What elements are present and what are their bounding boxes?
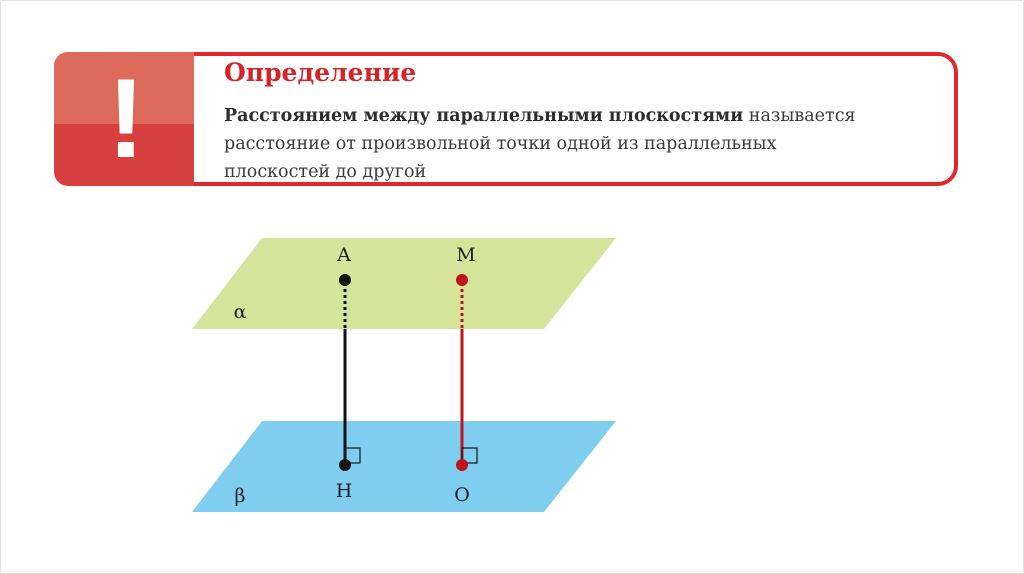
definition-text-line1: называется xyxy=(748,106,856,126)
definition-text-line2: расстояние от произвольной точки одной из параллельных xyxy=(224,134,777,154)
definition-text-line3: плоскостей до другой xyxy=(224,162,427,182)
definition-term: Расстоянием между параллельными плоскостями xyxy=(224,106,744,126)
label-H: H xyxy=(335,480,353,502)
point-M xyxy=(456,274,468,286)
label-O: O xyxy=(454,484,470,506)
plane-beta xyxy=(192,421,616,512)
label-A: A xyxy=(337,244,351,266)
label-alpha: α xyxy=(233,301,247,323)
point-A xyxy=(339,274,351,286)
definition-title: Определение xyxy=(224,58,417,87)
label-beta: β xyxy=(234,485,246,507)
point-O xyxy=(456,459,468,471)
point-H xyxy=(339,459,351,471)
plane-alpha xyxy=(192,238,616,329)
exclamation-icon: ! xyxy=(107,56,145,181)
label-M: M xyxy=(456,244,476,266)
